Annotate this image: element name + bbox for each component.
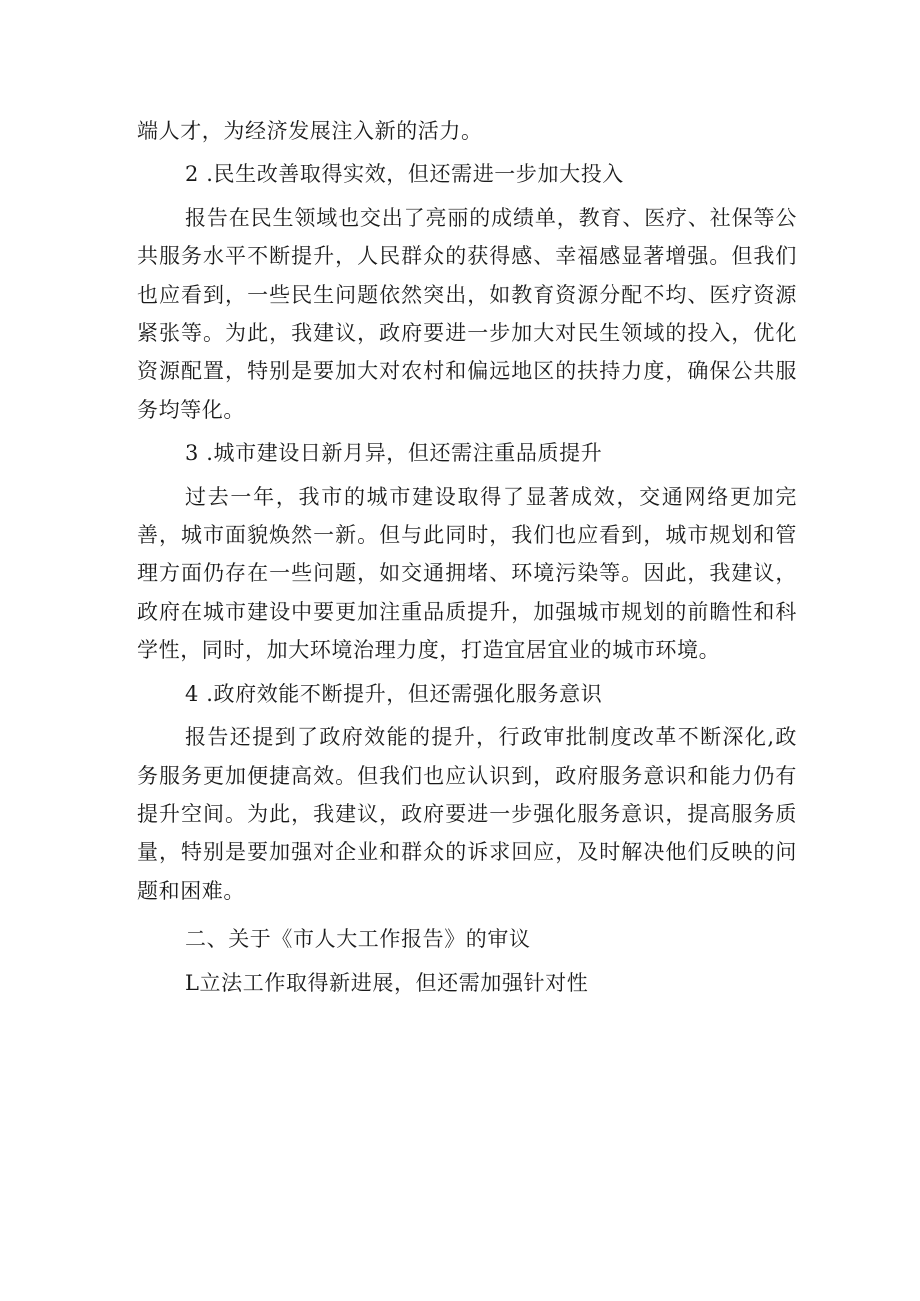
- heading-item-4: 4 .政府效能不断提升，但还需强化服务意识: [185, 681, 603, 706]
- heading-item-2: 2 .民生改善取得实效，但还需进一步加大投入: [185, 162, 624, 187]
- heading-item-3: 3 .城市建设日新月异，但还需注重品质提升: [185, 441, 603, 466]
- paragraph-item-2: 报告在民生领域也交出了亮丽的成绩单，教育、医疗、社保等公共服务水平不断提升，人民群众的获得感、幸福感显著增强。但我们也应看到，一些民生问题依然突出，如教育资源分配不均、医疗资源紧张等。为此，我建议，政府要进一步加大对民生领域的投入，优化资源配置，特别是要加大对农村和偏远地区的扶持力度，确保公共服务均等化。: [137, 205, 797, 422]
- paragraph-item-4: 报告还提到了政府效能的提升，行政审批制度改革不断深化,政务服务更加便捷高效。但我们也应认识到，政府服务意识和能力仍有提升空间。为此，我建议，政府要进一步强化服务意识，提高服务质量，特别是要加强对企业和群众的诉求回应，及时解决他们反映的问题和困难。: [137, 725, 797, 903]
- paragraph-item-3: 过去一年，我市的城市建设取得了显著成效，交通网络更加完善，城市面貌焕然一新。但与此同时，我们也应看到，城市规划和管理方面仍存在一些问题，如交通拥堵、环境污染等。因此，我建议，政府在城市建设中要更加注重品质提升，加强城市规划的前瞻性和科学性，同时，加大环境治理力度，打造宜居宜业的城市环境。: [137, 484, 797, 663]
- document-page: [137, 112, 797, 1002]
- paragraph-continuation: 端人才，为经济发展注入新的活力。: [137, 119, 483, 143]
- heading-item-5: L立法工作取得新进展，但还需加强针对性: [185, 970, 589, 995]
- section-heading-2: 二、关于《市人大工作报告》的审议: [185, 927, 531, 952]
